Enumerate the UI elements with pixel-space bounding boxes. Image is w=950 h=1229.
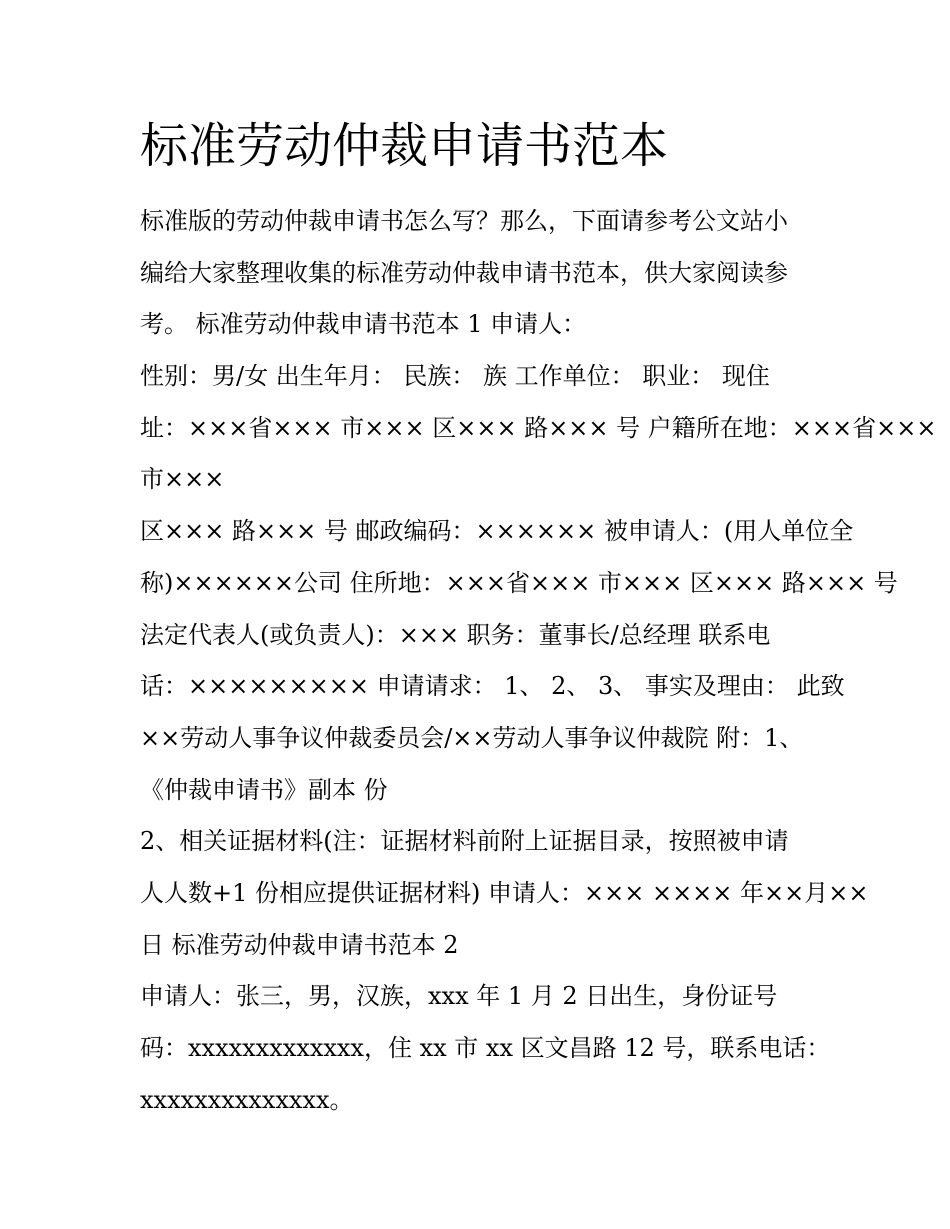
text-line: 人人数+1 份相应提供证据材料) 申请人：××× ×××× 年××月×× [140, 878, 869, 907]
text-line: 编给大家整理收集的标准劳动仲裁申请书范本，供大家阅读参 [140, 258, 788, 287]
text-line: 考。 标准劳动仲裁申请书范本 1 申请人： [140, 310, 587, 339]
text-line: 址：×××省××× 市××× 区××× 路××× 号 户籍所在地：×××省××× [140, 413, 937, 442]
text-line: 《仲裁申请书》副本 份 [140, 775, 388, 804]
text-line: 日 标准劳动仲裁申请书范本 2 [140, 930, 459, 959]
text-line: 标准版的劳动仲裁申请书怎么写？那么，下面请参考公文站小 [140, 207, 788, 235]
text-line: 称)××××××公司 住所地：×××省××× 市××× 区××× 路××× 号 [140, 568, 898, 597]
document-title: 标准劳动仲裁申请书范本 [140, 118, 669, 174]
text-line: 法定代表人(或负责人)：××× 职务：董事长/总经理 联系电 [140, 620, 771, 649]
text-line: 码：xxxxxxxxxxxxx，住 xx 市 xx 区文昌路 12 号，联系电话： [140, 1034, 831, 1062]
text-line: 申请人：张三，男，汉族，xxx 年 1 月 2 日出生，身份证号 [140, 982, 778, 1011]
text-line: xxxxxxxxxxxxxx。 [140, 1085, 354, 1114]
text-line: 话：××××××××× 申请请求： 1、 2、 3、 事实及理由： 此致 [140, 672, 845, 701]
text-line: 市××× [140, 465, 225, 494]
document-body [140, 196, 937, 1126]
text-line: ××劳动人事争议仲裁委员会/××劳动人事争议仲裁院 附：1、 [140, 723, 804, 752]
text-line: 区××× 路××× 号 邮政编码：×××××× 被申请人：(用人单位全 [140, 517, 854, 546]
text-line: 2、相关证据材料(注：证据材料前附上证据目录，按照被申请 [140, 827, 789, 856]
text-line: 性别：男/女 出生年月： 民族： 族 工作单位： 职业： 现住 [140, 362, 770, 391]
